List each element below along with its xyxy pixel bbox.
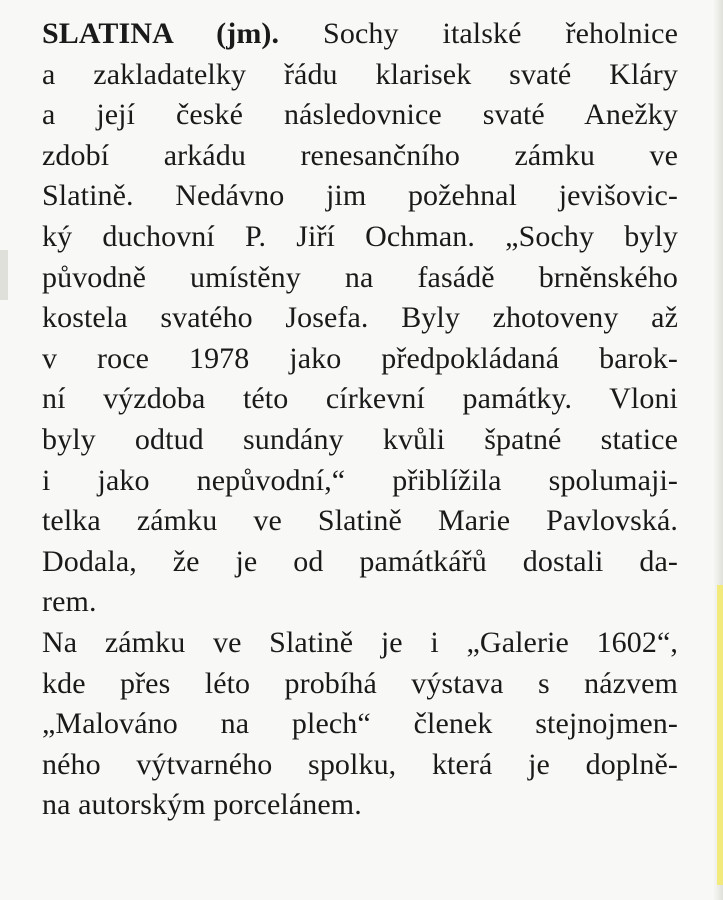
article-line: v roce 1978 jako předpokládaná barok-	[42, 341, 678, 375]
article-line: Dodala, že je od památkářů dostali da-	[42, 544, 678, 578]
article-line: Slatině. Nedávno jim požehnal jevišovic-	[42, 179, 678, 213]
adjacent-highlight-strip	[717, 585, 723, 885]
article-line: zdobí arkádu renesančního zámku ve	[42, 138, 678, 172]
article-line	[42, 14, 678, 55]
article-line: kde přes léto probíhá výstava s názvem	[42, 666, 678, 700]
article-line: i jako nepůvodní,“ přiblížila spolumaji-	[42, 463, 678, 497]
article-body	[42, 14, 678, 826]
article-line: ký duchovní P. Jiří Ochman. „Sochy byly	[42, 219, 678, 253]
article-line-text: Sochy italské řeholnice	[279, 17, 678, 50]
article-line: a zakladatelky řádu klarisek svaté Kláry	[42, 57, 678, 91]
article-line: ného výtvarného spolku, která je doplně-	[42, 747, 678, 781]
article-line: a její české následovnice svaté Anežky	[42, 98, 678, 132]
article-line: telka zámku ve Slatině Marie Pavlovská.	[42, 504, 678, 538]
article-line: na autorským porcelánem.	[42, 788, 362, 822]
article-line: kostela svatého Josefa. Byly zhotoveny až	[42, 301, 678, 335]
article-lead: SLATINA (jm).	[42, 17, 280, 50]
left-edge-mark	[0, 250, 8, 300]
article-line: Na zámku ve Slatině je i „Galerie 1602“,	[42, 625, 678, 659]
article-line: rem.	[42, 585, 97, 619]
page-edge-shadow	[713, 0, 723, 900]
article-line: byly odtud sundány kvůli špatné statice	[42, 422, 678, 456]
article-line: původně umístěny na fasádě brněnského	[42, 260, 678, 294]
article-line: ní výzdoba této církevní památky. Vloni	[42, 382, 678, 416]
article-line: „Malováno na plech“ členek stejnojmen-	[42, 707, 678, 741]
